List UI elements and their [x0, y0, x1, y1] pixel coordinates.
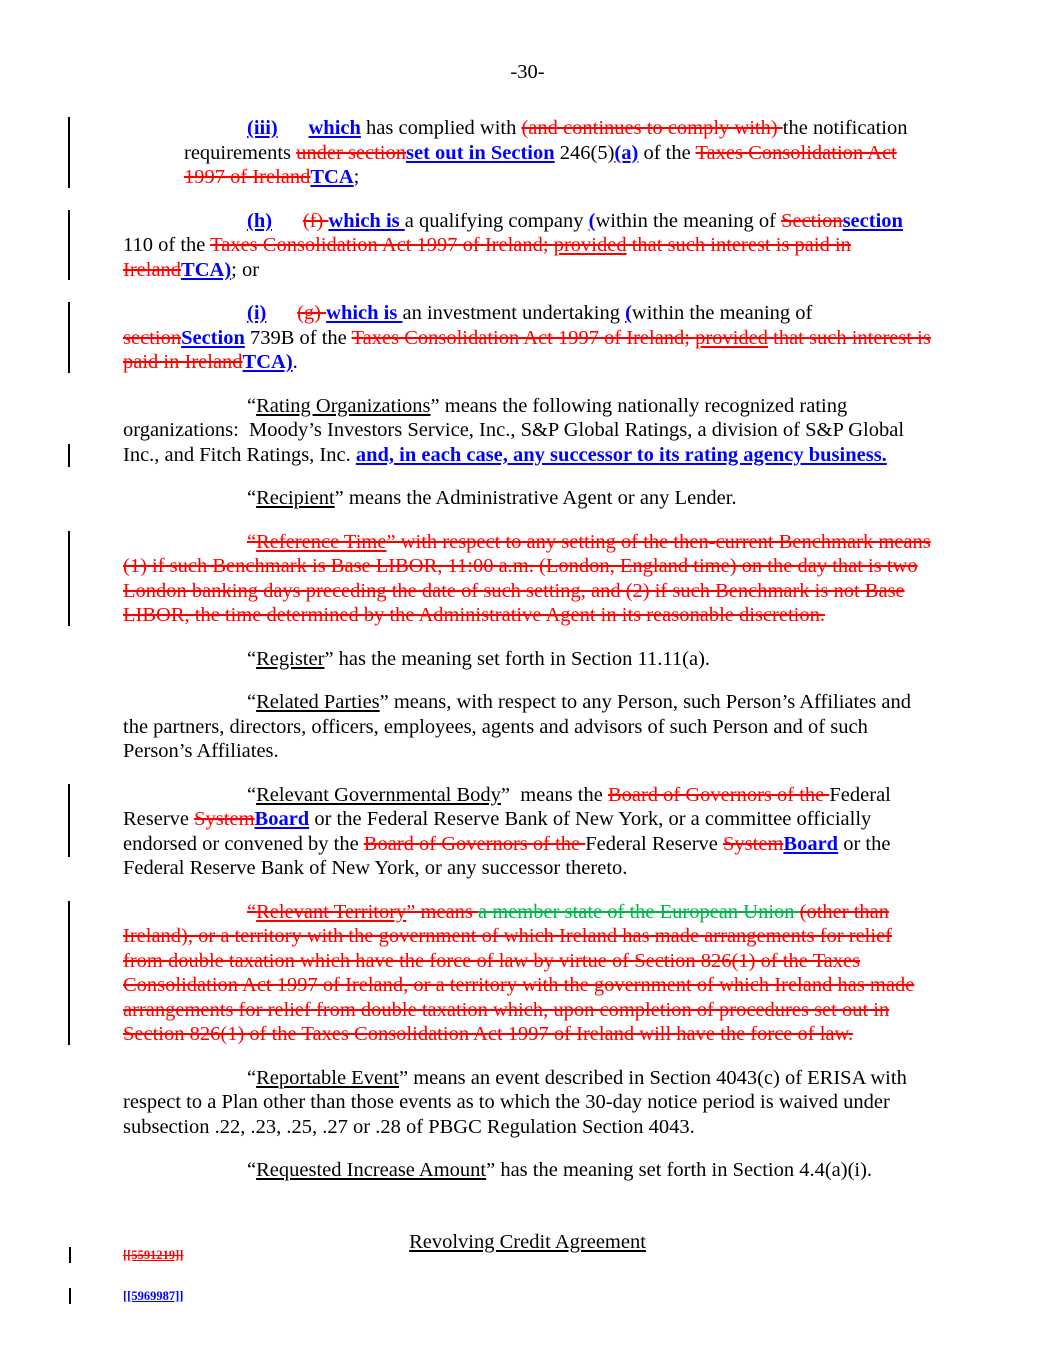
text-run: ; or	[231, 258, 260, 281]
text-run: Related Parties	[256, 691, 380, 713]
text-run: (h)	[247, 209, 273, 232]
text-run: Recipient	[256, 487, 335, 509]
text-run: 246(5)	[554, 141, 615, 164]
text-run: Board	[254, 808, 310, 830]
text-run: Board	[783, 832, 839, 855]
text-run: System	[723, 832, 784, 855]
paragraph	[123, 301, 933, 375]
text-run: ” means the Administrative Agent or any Lender.	[334, 487, 737, 509]
text-run: or the Federal Reserve Bank of New York, or any successor thereto.	[123, 832, 891, 879]
text-run: .	[292, 351, 298, 373]
text-run: (other than Ireland), or a territory with the government of which Ireland has made arrangements for relief from double taxation which have the force of law by virtue of Section 826(1) of the Taxes Consolidation Act 1997 of Ireland, or a territory with the government of which Ireland has made arrangements for relief from double taxation which, upon completion of procedures set out in Section 826(1) of the Taxes Consolidation Act 1997 of Ireland will have the force of law.	[123, 900, 915, 1045]
text-run: which	[308, 117, 361, 139]
text-run: that such interest is paid in Ireland	[123, 234, 851, 281]
text-run: Requested Increase Amount	[256, 1159, 487, 1181]
text-run: an investment undertaking	[402, 302, 626, 324]
footer-title: Revolving Credit Agreement	[409, 1231, 646, 1253]
text-run: ” with respect to any setting of the then-current Benchmark means (1) if such Benchmark is Base LIBOR, 11:00 a.m. (London, England time) on the day that is two London banking days preceding the date of such setting, and (2) if such Benchmark is not Base LIBOR, the time determined by the Administrative Agent in its reasonable discretion.	[123, 530, 931, 626]
text-run: provided	[553, 234, 627, 256]
text-run: Reportable Event	[256, 1066, 399, 1089]
paragraph	[123, 209, 933, 283]
text-run: Section	[781, 209, 843, 232]
text-run: Reference Time	[256, 530, 387, 553]
paragraph	[123, 1066, 933, 1140]
paragraph	[123, 486, 933, 511]
paragraph	[123, 530, 933, 628]
text-run: ;	[353, 166, 360, 188]
text-run: ” means	[406, 900, 479, 923]
text-run: (g)	[297, 302, 327, 324]
text-run: Rating Organizations	[256, 394, 431, 417]
text-run: “	[247, 487, 257, 509]
text-run: Section	[181, 326, 245, 349]
doc-id-stamp	[123, 1289, 183, 1304]
paragraph	[123, 783, 933, 881]
change-bar	[69, 1247, 71, 1263]
text-run: (a)	[614, 141, 639, 164]
text-run: Board of Governors of the	[607, 783, 830, 806]
change-bar	[68, 302, 70, 373]
page-number: -30-	[510, 61, 545, 83]
change-bar	[68, 531, 70, 626]
text-run: (i)	[247, 302, 267, 324]
change-bar	[68, 444, 70, 467]
text-run: under section	[296, 141, 407, 164]
document-body	[123, 116, 933, 1202]
text-run: Relevant Governmental Body	[256, 783, 501, 806]
change-bar	[68, 784, 70, 857]
text-run: within the meaning of	[595, 209, 782, 232]
text-run: (	[625, 302, 632, 324]
text-run: within the meaning of	[631, 302, 813, 324]
text-run: Federal Reserve	[123, 783, 891, 830]
text-run: that such interest is paid in Ireland	[123, 326, 931, 373]
text-run: has complied with	[360, 117, 522, 139]
text-run: set out in Section	[406, 141, 555, 164]
text-run: “	[247, 530, 257, 553]
text-run: TCA)	[242, 351, 293, 373]
doc-id-inserted: [[5969987]]	[123, 1289, 184, 1303]
text-run: “	[247, 783, 257, 806]
change-bar	[68, 210, 70, 281]
text-run: “	[247, 691, 257, 713]
paragraph	[123, 394, 933, 468]
text-run: System	[194, 808, 255, 830]
paragraph	[123, 690, 933, 764]
paragraph	[123, 116, 933, 190]
text-run: ” means the following nationally recognized rating organizations: Moody’s Investors Service, Inc., S&P Global Ratings, a division of S&P Global Inc., and Fitch Ratings, Inc.	[123, 394, 905, 466]
text-run: “	[247, 1159, 257, 1181]
text-run: section	[123, 326, 182, 349]
text-run: 739B of the	[244, 326, 352, 349]
doc-id-deleted: [[5591219]]	[123, 1248, 184, 1262]
text-run: provided	[695, 326, 769, 349]
change-bar	[68, 901, 70, 1045]
doc-id-stamp	[123, 1248, 183, 1263]
text-run: Register	[256, 647, 325, 670]
text-run: ” means the	[500, 783, 608, 806]
text-run: of the	[638, 141, 696, 164]
text-run: which is	[326, 302, 403, 324]
text-run: 110 of the	[123, 234, 211, 256]
text-run: (and continues to comply with)	[521, 117, 783, 139]
text-run: Federal Reserve	[585, 832, 724, 855]
text-run: “	[247, 394, 257, 417]
text-run: ” means an event described in Section 4043(c) of ERISA with respect to a Plan other than those events as to which the 30-day notice period is waived under subsection .22, .23, .25, .27 or .28 of PBGC Regulation Section 4043.	[123, 1066, 907, 1138]
text-run	[266, 302, 297, 324]
text-run: “	[247, 647, 257, 670]
text-run: a qualifying company	[404, 209, 589, 232]
text-run: the notification requirements	[184, 117, 908, 164]
text-run: “	[247, 1066, 257, 1089]
text-run: and, in each case, any successor to its rating agency business.	[355, 443, 887, 466]
text-run: Board of Governors of the	[363, 832, 586, 855]
text-run: ” has the meaning set forth in Section 11.11(a).	[324, 647, 711, 670]
paragraph	[123, 900, 933, 1047]
text-run: Relevant Territory	[256, 900, 407, 923]
text-run: TCA)	[181, 258, 232, 281]
paragraph	[123, 1158, 933, 1183]
text-run: which is	[328, 209, 405, 232]
text-run	[278, 117, 309, 139]
text-run: TCA	[310, 166, 354, 188]
paragraph	[123, 647, 933, 672]
text-run: section	[842, 209, 903, 232]
text-run: (iii)	[247, 117, 278, 139]
change-bar	[69, 1288, 71, 1304]
text-run	[272, 210, 303, 232]
text-run: Taxes Consolidation Act 1997 of Ireland;	[351, 326, 696, 349]
change-bar	[68, 117, 70, 188]
text-run: Taxes Consolidation Act 1997 of Ireland	[184, 141, 897, 188]
text-run: (f)	[302, 209, 329, 232]
text-run: ” has the meaning set forth in Section 4.4(a)(i).	[486, 1159, 873, 1181]
text-run: ” means, with respect to any Person, such Person’s Affiliates and the partners, directors, officers, employees, agents and advisors of such Person and of such Person’s Affiliates.	[123, 691, 912, 762]
text-run: or the Federal Reserve Bank of New York, or a committee officially endorsed or convened by the	[123, 808, 872, 855]
text-run: Taxes Consolidation Act 1997 of Ireland;	[210, 234, 554, 256]
text-run: a member state of the European Union	[478, 900, 800, 923]
text-run: (	[588, 209, 596, 232]
text-run: “	[247, 900, 257, 923]
